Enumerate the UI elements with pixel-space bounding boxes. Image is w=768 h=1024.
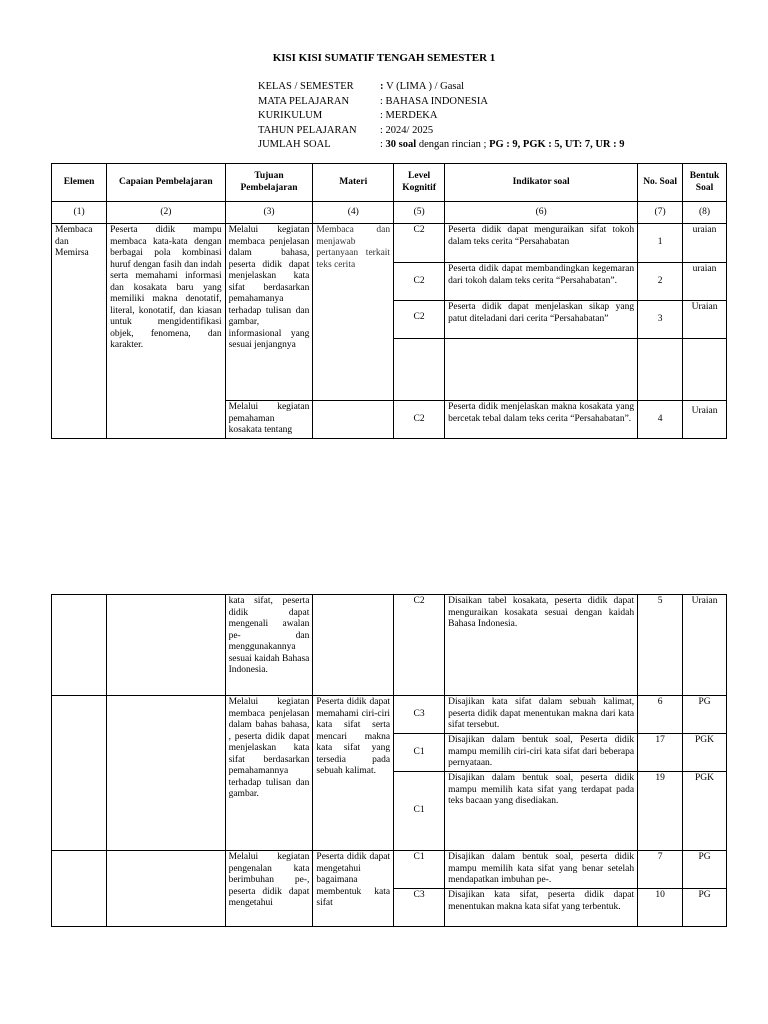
header-tujuan: Tujuan Pembelajaran: [225, 164, 313, 202]
cell-indikator: Peserta didik menjelaskan makna kosakata yang bercetak tebal dalam teks cerita “Persahabatan”.: [445, 401, 638, 439]
cell-level: C1: [394, 851, 445, 889]
empty-cell: [394, 339, 445, 401]
cell-materi: [313, 595, 394, 696]
cell-capaian: Peserta didik mampu membaca kata-kata dengan berbagai pola kombinasi huruf dengan fasih dan indah serta memahami informasi dan kosakata baru yang memiliki makna denotatif, literal, konotatif, dan kiasan untuk mengidentifikasi objek, fenomena, dan karakter.: [107, 224, 225, 439]
empty-cell: [638, 339, 683, 401]
header-row: [52, 164, 727, 202]
info-label: KELAS / SEMESTER: [258, 81, 354, 92]
cell-materi: Peserta didik dapat memahami ciri-ciri kata sifat serta mencari makna kata sifat yang tersedia pada sebuah kalimat.: [313, 696, 394, 851]
info-label: MATA PELAJARAN: [258, 95, 350, 107]
cell-bentuk: PG: [683, 851, 727, 889]
column-number-row: [52, 202, 727, 224]
cell-bentuk: uraian: [683, 263, 727, 301]
cell-no-soal: 5: [638, 595, 683, 696]
col-number: (7): [638, 202, 683, 224]
header-no-soal: No. Soal: [638, 164, 683, 202]
header-level: Level Kognitif: [394, 164, 445, 202]
cell-bentuk: PG: [683, 889, 727, 927]
cell-elemen: Membaca dan Memirsa: [52, 224, 107, 439]
info-mapel: [258, 95, 625, 110]
cell-indikator: Disajikan dalam bentuk soal, peserta didik mampu memilih kata sifat yang benar setelah mendapatkan imbuhan pe-.: [445, 851, 638, 889]
col-number: (2): [107, 202, 225, 224]
cell-capaian: [107, 595, 225, 696]
cell-bentuk: PGK: [683, 734, 727, 772]
cell-tujuan: Melalui kegiatan membaca penjelasan dalam bahas bahasa, , peserta didik dapat menjelaskan kata sifat berdasarkan pemahamannya terhadap tulisan dan gambar.: [225, 696, 313, 851]
info-value: : 2024/ 2025: [380, 124, 434, 136]
cell-elemen: [52, 595, 107, 696]
cell-no-soal: 19: [638, 772, 683, 851]
cell-tujuan: Melalui kegiatan pemahaman kosakata tentang: [225, 401, 313, 439]
col-number: (4): [313, 202, 394, 224]
info-kelas: [258, 80, 625, 95]
cell-materi: Peserta didik dapat mengetahui bagaimana membentuk kata sifat: [313, 851, 394, 927]
kisi-table-page2: [51, 594, 727, 927]
cell-level: C2: [394, 224, 445, 263]
table-row: [52, 696, 727, 734]
cell-indikator: Disajikan kata sifat dalam sebuah kalimat, peserta didik dapat menentukan makna dari kata sifat tersebut.: [445, 696, 638, 734]
info-value: : MERDEKA: [380, 110, 438, 121]
cell-indikator: Disajikan kata sifat, peserta didik dapat menentukan makna kata sifat yang terbentuk.: [445, 889, 638, 927]
cell-no-soal: 1: [638, 224, 683, 263]
cell-level: C2: [394, 263, 445, 301]
cell-bentuk: Uraian: [683, 301, 727, 339]
table-row: [52, 224, 727, 263]
table-row: [52, 595, 727, 696]
cell-capaian: [107, 851, 225, 927]
cell-no-soal: 7: [638, 851, 683, 889]
cell-indikator: Peserta didik dapat membandingkan kegemaran dari tokoh dalam teks cerita “Persahabatan”.: [445, 263, 638, 301]
cell-level: C1: [394, 734, 445, 772]
col-number: (5): [394, 202, 445, 224]
cell-indikator: Disajikan dalam bentuk soal, Peserta didik mampu memilih ciri-ciri kata sifat dari beberapa pernyataan.: [445, 734, 638, 772]
cell-elemen: [52, 851, 107, 927]
info-jumlah: [258, 138, 625, 153]
info-value: : 30 soal dengan rincian ; PG : 9, PGK : 5, UT: 7, UR : 9: [380, 139, 625, 150]
cell-tujuan: Melalui kegiatan membaca penjelasan dalam bahasa, peserta didik dapat menjelaskan kata sifat berdasarkan pemahamanya terhadap tulisan dan gambar, informasional yang sesuai jenjangnya: [225, 224, 313, 401]
cell-level: C2: [394, 301, 445, 339]
cell-materi: Membaca dan menjawab pertanyaan terkait teks cerita: [313, 224, 394, 401]
cell-level: C1: [394, 772, 445, 851]
cell-materi: [313, 401, 394, 439]
cell-bentuk: Uraian: [683, 595, 727, 696]
cell-bentuk: PGK: [683, 772, 727, 851]
empty-cell: [445, 339, 638, 401]
header-capaian: Capaian Pembelajaran: [107, 164, 225, 202]
info-label: TAHUN PELAJARAN: [258, 124, 357, 136]
col-number: (8): [683, 202, 727, 224]
cell-tujuan: kata sifat, peserta didik dapat mengenali awalan pe- dan menggunakannya sesuai kaidah Bahasa Indonesia.: [225, 595, 313, 696]
document-title: KISI KISI SUMATIF TENGAH SEMESTER 1: [272, 52, 496, 64]
info-value: : BAHASA INDONESIA: [380, 95, 488, 107]
kisi-table-page1: [51, 163, 727, 439]
info-label: JUMLAH SOAL: [258, 139, 331, 150]
cell-bentuk: uraian: [683, 224, 727, 263]
info-tahun: [258, 124, 625, 139]
cell-tujuan: Melalui kegiatan pengenalan kata berimbuhan pe-, peserta didik dapat mengetahui: [225, 851, 313, 927]
cell-capaian: [107, 696, 225, 851]
info-kurikulum: [258, 109, 625, 124]
header-bentuk: Bentuk Soal: [683, 164, 727, 202]
cell-level: C2: [394, 401, 445, 439]
cell-no-soal: 10: [638, 889, 683, 927]
empty-cell: [683, 339, 727, 401]
table-row: [52, 851, 727, 889]
info-value: : V (LIMA ) / Gasal: [380, 81, 465, 92]
cell-level: C3: [394, 696, 445, 734]
header-indikator: Indikator soal: [445, 164, 638, 202]
cell-level: C3: [394, 889, 445, 927]
info-label: KURIKULUM: [258, 110, 323, 121]
cell-no-soal: 6: [638, 696, 683, 734]
header-elemen: Elemen: [52, 164, 107, 202]
cell-no-soal: 2: [638, 263, 683, 301]
header-materi: Materi: [313, 164, 394, 202]
cell-indikator: Disajikan dalam bentuk soal, peserta didik mampu memilih kata sifat yang terdapat pada teks bacaan yang disediakan.: [445, 772, 638, 851]
col-number: (6): [445, 202, 638, 224]
cell-elemen: [52, 696, 107, 851]
cell-bentuk: PG: [683, 696, 727, 734]
col-number: (1): [52, 202, 107, 224]
cell-indikator: Peserta didik dapat menguraikan sifat tokoh dalam teks cerita “Persahabatan: [445, 224, 638, 263]
cell-no-soal: 17: [638, 734, 683, 772]
cell-bentuk: Uraian: [683, 401, 727, 439]
cell-no-soal: 3: [638, 301, 683, 339]
cell-no-soal: 4: [638, 401, 683, 439]
cell-level: C2: [394, 595, 445, 696]
info-block: [258, 80, 625, 153]
cell-indikator: Disaikan tabel kosakata, peserta didik dapat menguraikan kosakata sesuai dengan kaidah Bahasa Indonesia.: [445, 595, 638, 696]
cell-indikator: Peserta didik dapat menjelaskan sikap yang patut diteladani dari cerita “Persahabatan”: [445, 301, 638, 339]
col-number: (3): [225, 202, 313, 224]
